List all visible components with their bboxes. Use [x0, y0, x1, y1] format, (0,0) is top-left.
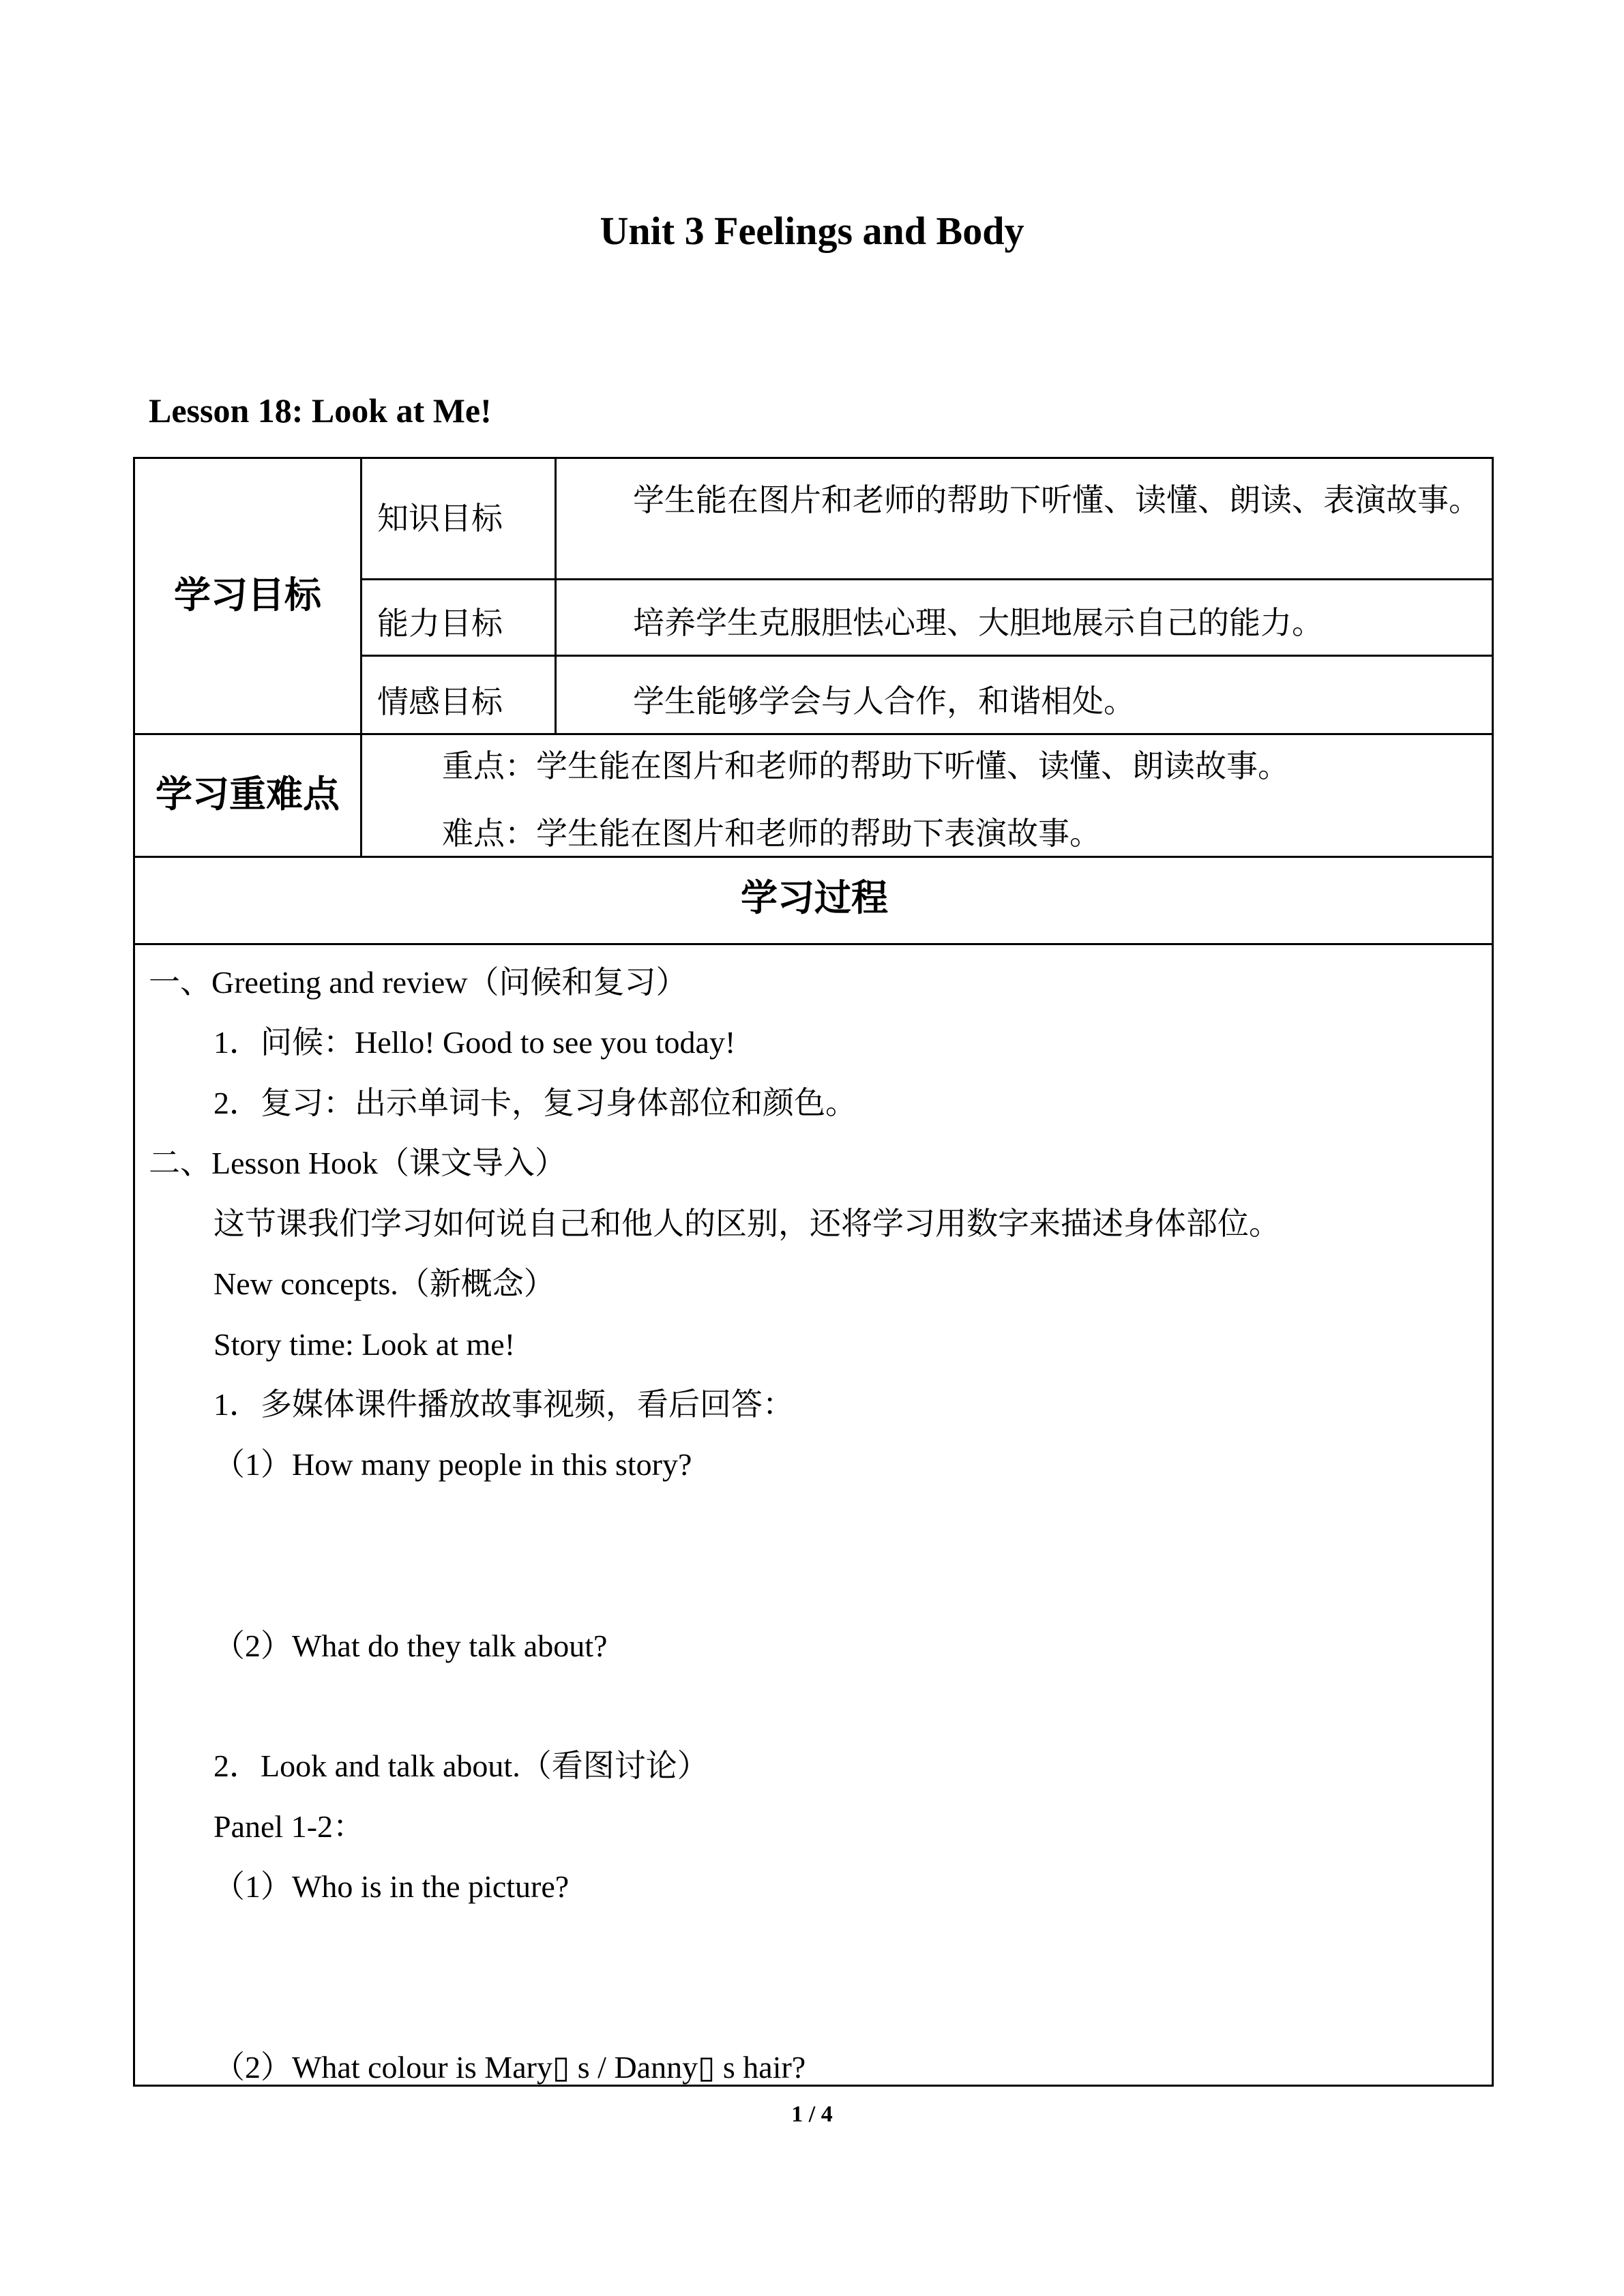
process-question: （2）What do they talk about? [213, 1628, 608, 1663]
process-question: （1）How many people in this story? [213, 1447, 692, 1482]
process-line: Panel 1-2： [213, 1809, 365, 1844]
process-line: 2．Look and talk about.（看图讨论） [213, 1748, 709, 1783]
process-section-2: 二、Lesson Hook（课文导入） [149, 1146, 567, 1180]
process-line: 这节课我们学习如何说自己和他人的区别，还将学习用数字来描述身体部位。 [213, 1206, 1280, 1241]
objective-text-knowledge: 学生能在图片和老师的帮助下听懂、读懂、朗读、表演故事。 [633, 483, 1480, 518]
process-line: 1．问候：Hello! Good to see you today! [213, 1025, 736, 1060]
process-question: （1）Who is in the picture? [213, 1869, 570, 1904]
objectives-heading: 学习目标 [174, 573, 321, 616]
process-line: New concepts.（新概念） [213, 1266, 555, 1301]
unit-title: Unit 3 Feelings and Body [600, 209, 1024, 253]
process-line: 2．复习：出示单词卡，复习身体部位和颜色。 [213, 1086, 857, 1120]
objective-label-ability: 能力目标 [377, 605, 503, 642]
objective-label-knowledge: 知识目标 [377, 500, 503, 537]
lesson-title: Lesson 18: Look at Me! [149, 391, 492, 430]
table-rule [360, 459, 362, 856]
table-rule [135, 943, 1494, 945]
key-point-text: 重点：学生能在图片和老师的帮助下听懂、读懂、朗读故事。 [442, 749, 1289, 784]
process-section-1: 一、Greeting and review（问候和复习） [149, 965, 688, 1000]
objective-text-ability: 培养学生克服胆怯心理、大胆地展示自己的能力。 [633, 606, 1323, 640]
process-line: Story time: Look at me! [213, 1327, 516, 1362]
table-rule [135, 856, 1494, 858]
process-line: 1．多媒体课件播放故事视频，看后回答： [213, 1387, 794, 1422]
objective-text-emotion: 学生能够学会与人合作，和谐相处。 [633, 684, 1135, 719]
key-points-heading: 学习重难点 [156, 773, 340, 816]
lesson-plan-table [133, 457, 1494, 2087]
table-rule [360, 578, 1494, 580]
table-rule [135, 733, 1494, 735]
table-rule [555, 459, 557, 733]
difficult-point-text: 难点：学生能在图片和老师的帮助下表演故事。 [442, 816, 1101, 851]
objective-label-emotion: 情感目标 [377, 683, 503, 720]
table-rule [360, 655, 1494, 657]
process-heading: 学习过程 [741, 876, 888, 919]
process-question: （2）What colour is Mary▯ s / Danny▯ s hair? [213, 2050, 806, 2085]
page-number: 1 / 4 [791, 2102, 833, 2127]
